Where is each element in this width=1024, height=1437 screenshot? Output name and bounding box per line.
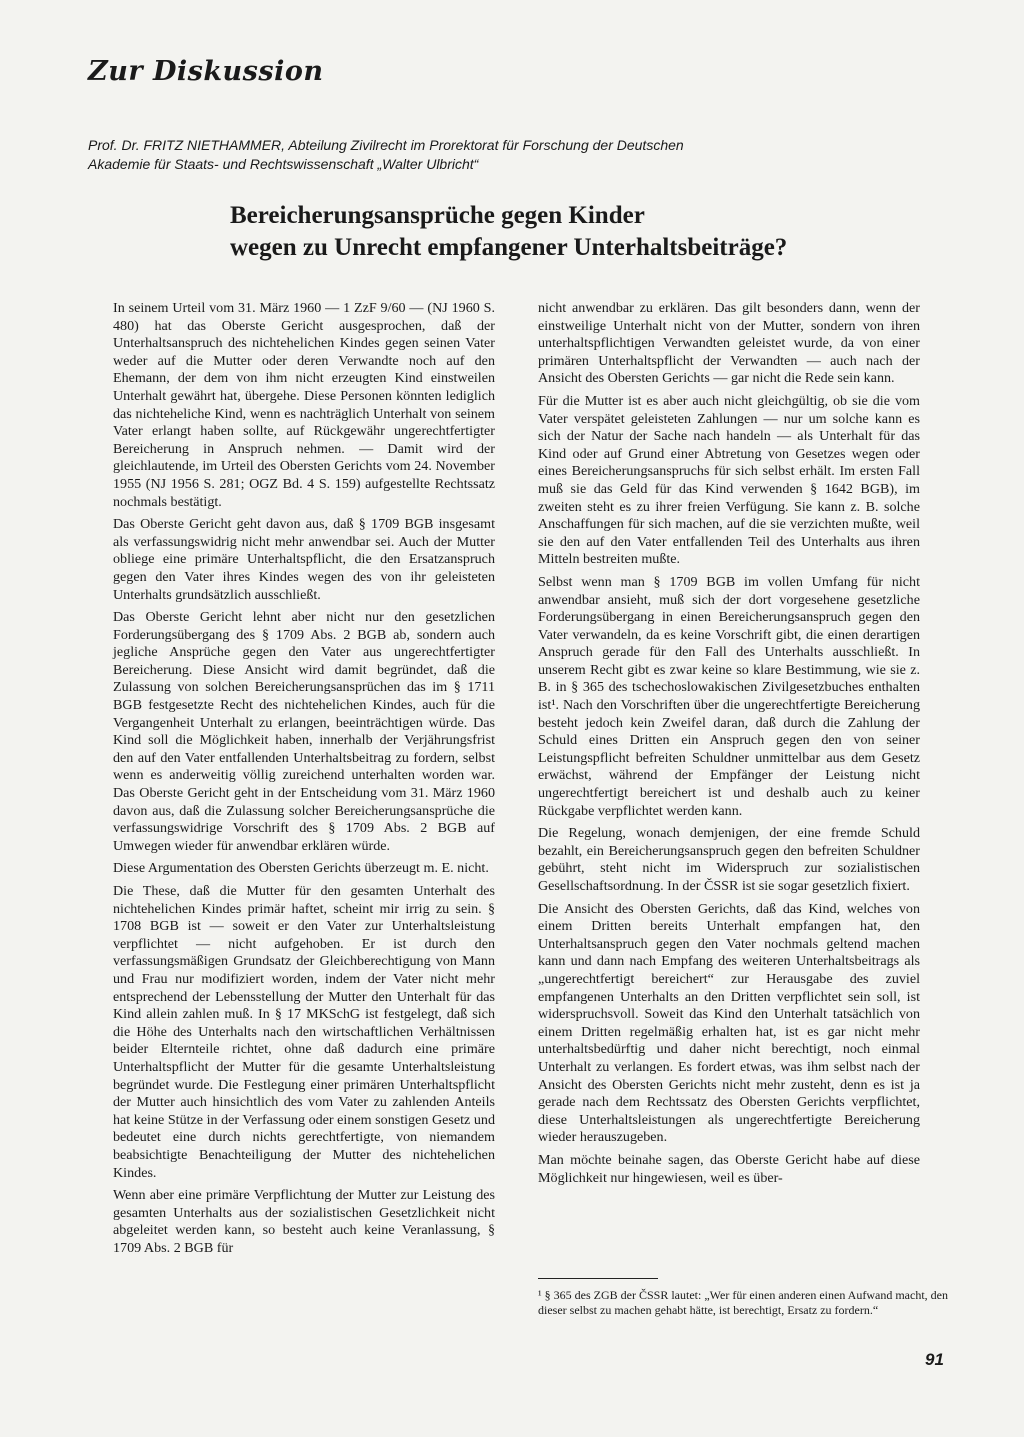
paragraph: nicht anwendbar zu erklären. Das gilt besonders dann, wenn der einstweilige Unterhalt nicht von der Mutter, sondern von ihren unterhaltspflichtigen Verwandten geleistet wurde, da von einer primären Unterhaltspflicht der Verwandten — auch nach der Ansicht des Obersten Gerichts — gar nicht die Rede sein kann. — [538, 300, 920, 387]
paragraph: Das Oberste Gericht geht davon aus, daß § 1709 BGB insgesamt als verfassungswidrig nicht mehr anwendbar sei. Auch der Mutter obliege eine primäre Unterhaltspflicht, die den Ersatzanspruch gegen den Vater ihres Kindes wegen des von ihr geleisteten Unterhalts grundsätzlich ausschließt. — [113, 516, 495, 603]
author-line: Prof. Dr. FRITZ NIETHAMMER, Abteilung Zivilrecht im Prorektorat für Forschung der Deutschen Akademie für Staats- und Rechtswissenschaft „Walter Ulbricht“ — [88, 137, 684, 172]
article-title — [230, 200, 930, 264]
footnote-divider — [538, 1278, 658, 1279]
right-column — [538, 300, 920, 1192]
article-title-line-2: wegen zu Unrecht empfangener Unterhaltsbeiträge? — [230, 234, 788, 261]
article-title-line-1: Bereicherungsansprüche gegen Kinder — [230, 202, 645, 229]
footnote: ¹ § 365 des ZGB der ČSSR lautet: „Wer für einen anderen einen Aufwand macht, den dieser selbst zu machen gehabt hätte, ist berechtigt, Ersatz zu fordern.“ — [538, 1288, 948, 1317]
paragraph: In seinem Urteil vom 31. März 1960 — 1 ZzF 9/60 — (NJ 1960 S. 480) hat das Oberste Gericht ausgesprochen, daß der Unterhaltsanspruch des nichtehelichen Kindes gegen seinen Vater weder auf die Mutter oder deren Verwandte noch auf den Ehemann, der dem von ihm nicht erzeugten Kind einstweilen Unterhalt gewährt hat, übergehe. Diese Personen könnten lediglich das nichteheliche Kind, wenn es nachträglich Unterhalt von seinem Vater erlangt haben sollte, auf Rückgewähr ungerechtfertigter Bereicherung in Anspruch nehmen. — Damit wird der gleichlautende, im Urteil des Obersten Gerichts vom 24. November 1955 (NJ 1956 S. 281; OGZ Bd. 4 S. 159) aufgestellte Rechtssatz nochmals bestätigt. — [113, 300, 495, 510]
paragraph: Die Regelung, wonach demjenigen, der eine fremde Schuld bezahlt, ein Bereicherungsanspruch gegen den befreiten Schuldner gebührt, steht nicht im Widerspruch zur sozialistischen Gesellschaftsordnung. In der ČSSR ist sie sogar gesetzlich fixiert. — [538, 825, 920, 894]
paragraph: Das Oberste Gericht lehnt aber nicht nur den gesetzlichen Forderungsübergang des § 1709 Abs. 2 BGB ab, sondern auch jegliche Ansprüche gegen den Vater aus ungerechtfertigter Bereicherung. Diese Ansicht wird damit begründet, daß die Zulassung von solchen Bereicherungsansprüchen das im § 1711 BGB festgesetzte Recht des nichtehelichen Kindes, auch für die Vergangenheit Unterhalt zu erlangen, beeinträchtigen würde. Das Kind soll die Möglichkeit haben, innerhalb der Verjährungsfrist den auf den Vater entfallenden Unterhaltsbeitrag zu fordern, selbst wenn es anderweitig völlig zureichend unterhalten worden war. Das Oberste Gericht geht in der Entscheidung vom 31. März 1960 davon aus, daß die Zulassung solcher Bereicherungsansprüche die verfassungswidrige Vorschrift des § 1709 Abs. 2 BGB auf Umwegen wieder für anwendbar erklären würde. — [113, 609, 495, 854]
paragraph: Selbst wenn man § 1709 BGB im vollen Umfang für nicht anwendbar ansieht, muß sich der dort vorgesehene gesetzliche Forderungsübergang in einen Bereicherungsanspruch gegen den Vater verwandeln, da es keine Vorschrift gibt, die einen derartigen Anspruch gerade für den Fall des Unterhalts ausschließt. In unserem Recht gibt es zwar keine so klare Bestimmung, wie sie z. B. in § 365 des tschechoslowakischen Zivilgesetzbuches enthalten ist¹. Nach den Vorschriften über die ungerechtfertigte Bereicherung besteht jedoch kein Zweifel daran, daß durch die Zahlung der Schuld eines Dritten ein Anspruch gegen den von seiner Leistungspflicht befreiten Schuldner unmittelbar aus dem Gesetz erwächst, während der Empfänger der Leistung nicht ungerechtfertigt bereichert ist und deshalb auch zu keiner Rückgabe verpflichtet werden kann. — [538, 573, 920, 819]
paragraph: Wenn aber eine primäre Verpflichtung der Mutter zur Leistung des gesamten Unterhalts aus der sozialistischen Gesetzlichkeit nicht abgeleitet werden kann, so besteht auch keine Veranlassung, § 1709 Abs. 2 BGB für — [113, 1187, 495, 1256]
paragraph: Die These, daß die Mutter für den gesamten Unterhalt des nichtehelichen Kindes primär haftet, scheint mir irrig zu sein. § 1708 BGB ist — soweit er den Vater zur Unterhaltsleistung verpflichtet — nicht aufgehoben. Er ist durch den verfassungsmäßigen Grundsatz der Gleichberechtigung von Mann und Frau nur modifiziert worden, indem der Vater nicht mehr entsprechend der Lebensstellung der Mutter den Unterhalt für das Kind allein zahlen muß. In § 17 MKSchG ist festgelegt, daß sich die Höhe des Unterhalts nach den wirtschaftlichen Verhältnissen beider Elternteile richtet, ohne daß dadurch eine primäre Unterhaltspflicht der Mutter für die gesamte Unterhaltsleistung begründet wurde. Die Festlegung einer primären Unterhaltspflicht der Mutter auch hinsichtlich des vom Vater zu zahlenden Anteils hat keine Stütze in der Verfassung oder einem sonstigen Gesetz und bedeutet eine durch nichts gerechtfertigte, von niemandem beabsichtigte Benachteiligung der Mutter des nichtehelichen Kindes. — [113, 883, 495, 1181]
page-number: 91 — [925, 1350, 944, 1369]
paragraph: Diese Argumentation des Obersten Gerichts überzeugt m. E. nicht. — [113, 860, 489, 877]
paragraph: Die Ansicht des Obersten Gerichts, daß das Kind, welches von einem Dritten bereits Unterhalt empfangen hat, den Unterhaltsanspruch gegen den Vater nochmals geltend machen kann und dann nach Empfang des weiteren Unterhaltsbeitrags als „ungerechtfertigt bereichert“ zur Herausgabe des zuviel empfangenen Unterhalts an den Dritten verpflichtet sein soll, ist widerspruchsvoll. Soweit das Kind den Unterhalt tatsächlich von einem Dritten regelmäßig erhalten hat, ist es gar nicht mehr unterhaltsbedürftig und daher nicht berechtigt, noch einmal Unterhalt zu verlangen. Es fordert etwas, was ihm selbst nach der Ansicht des Obersten Gerichts nicht mehr zusteht, denn es ist ja gerade nach dem Rechtssatz des Obersten Gerichts verpflichtet, diese Unterhaltsleistungen als ungerechtfertigte Bereicherung wieder herauszugeben. — [538, 900, 920, 1146]
section-rubric: Zur Diskussion — [88, 56, 324, 87]
paragraph: Für die Mutter ist es aber auch nicht gleichgültig, ob sie die vom Vater verspätet geleisteten Zahlungen — nur um solche kann es sich der Natur der Sache nach handeln — als Unterhalt für das Kind oder auf Grund einer Abtretung von Gesetzes wegen oder eines Bereicherungsanspruchs für sich selbst erhält. Im ersten Fall muß sie das Geld für das Kind verwenden § 1642 BGB), im zweiten steht es zu ihrer freien Verfügung. Sie kann z. B. solche Anschaffungen für sich machen, auf die sie verzichten mußte, weil sie den auf den Vater entfallenden Teil des Unterhalts aus ihren Mitteln bestreiten mußte. — [538, 392, 920, 568]
paragraph: Man möchte beinahe sagen, das Oberste Gericht habe auf diese Möglichkeit nur hingewiesen, weil es über- — [538, 1151, 920, 1186]
left-column — [113, 300, 495, 1262]
